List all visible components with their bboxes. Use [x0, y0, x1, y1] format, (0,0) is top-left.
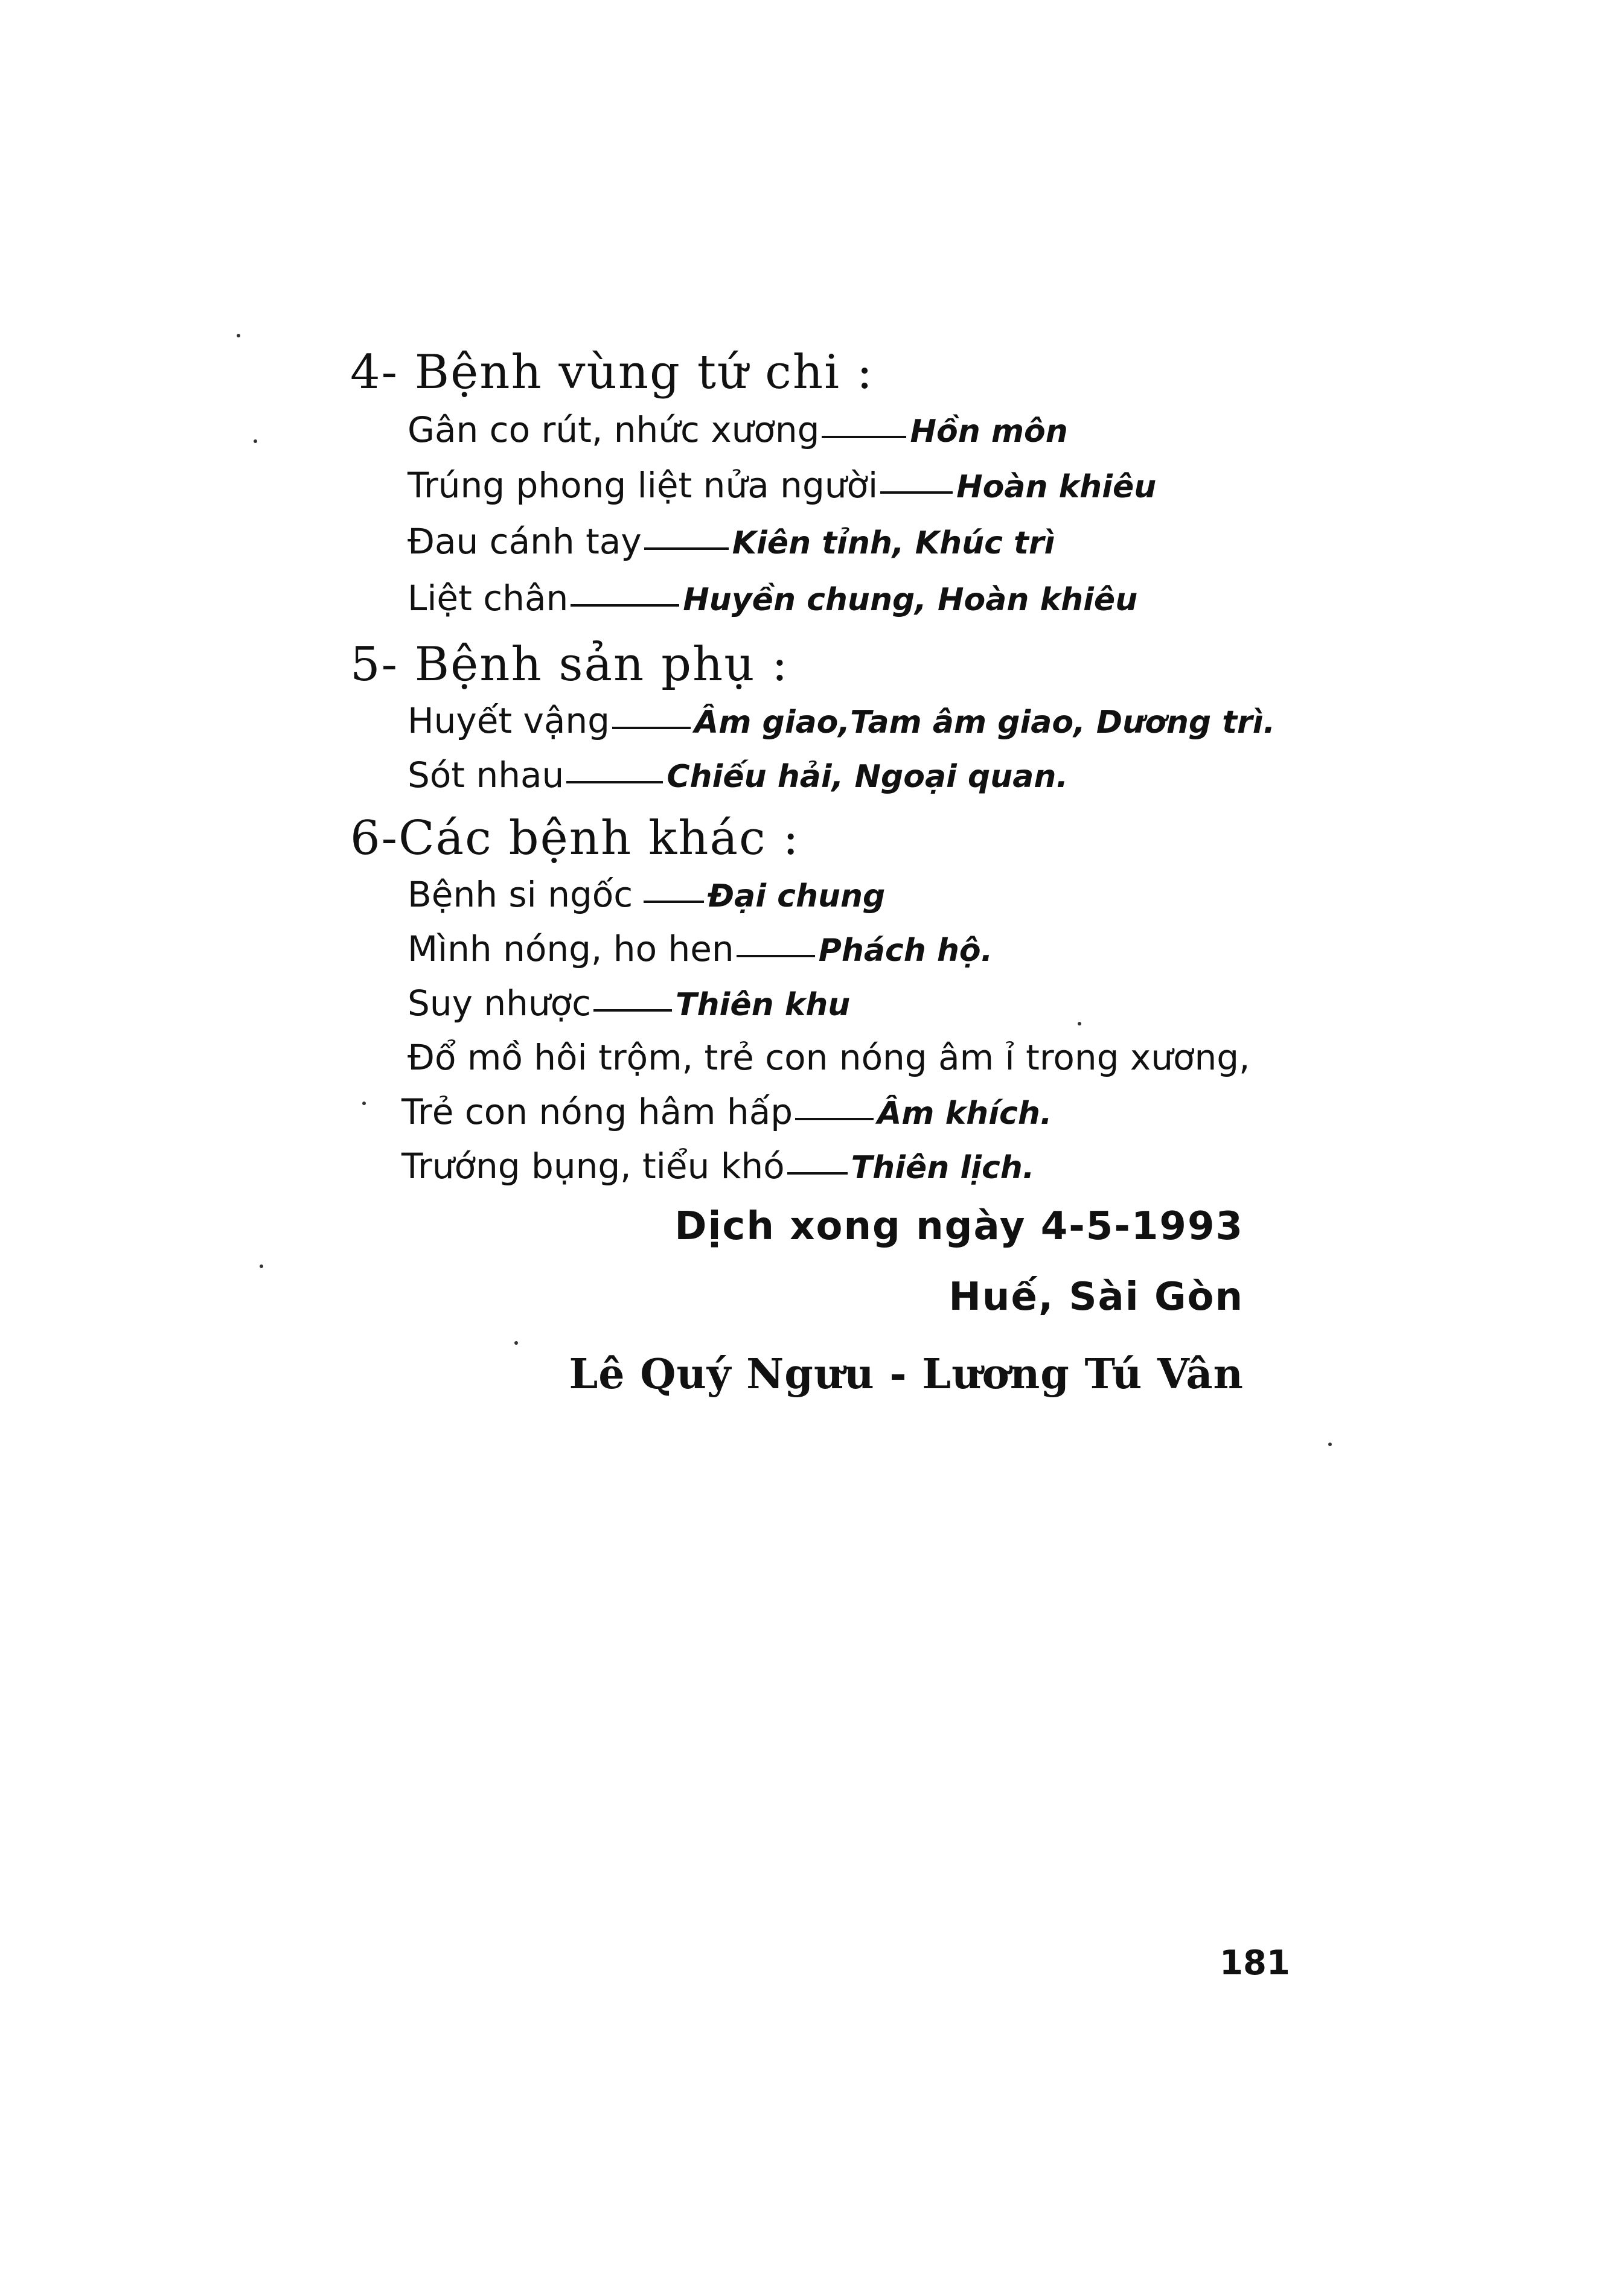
- entry-points: Phách hộ.: [818, 933, 993, 969]
- entry-points: Âm giao,Tam âm giao, Dương trì.: [694, 704, 1276, 741]
- section-heading-4: 4- Bệnh vùng tứ chi :: [350, 345, 874, 400]
- entry-condition: Đổ mồ hôi trộm, trẻ con nóng âm ỉ trong xương,: [408, 1037, 1250, 1078]
- dash-leader: [566, 781, 663, 783]
- dash-leader: [737, 955, 815, 957]
- translation-date: Dịch xong ngày 4-5-1993: [674, 1204, 1244, 1249]
- entry-points: Hoàn khiêu: [956, 469, 1157, 505]
- section-heading-6: 6-Các bệnh khác :: [350, 811, 800, 866]
- entry-points: Đại chung: [708, 878, 886, 914]
- dash-leader: [571, 604, 679, 607]
- entry-points: Thiên khu: [676, 987, 851, 1023]
- scan-speck: [260, 1264, 263, 1268]
- dash-leader: [612, 727, 691, 729]
- entry-condition: Trúng phong liệt nửa người: [408, 465, 878, 506]
- entry-line: [408, 754, 1069, 796]
- scan-speck: [237, 334, 240, 337]
- entry-condition: Sót nhau: [408, 754, 564, 796]
- entry-line: [408, 578, 1138, 619]
- entry-line: [408, 928, 993, 969]
- scan-speck: [514, 1341, 518, 1345]
- entry-points: Thiên lịch.: [851, 1150, 1035, 1186]
- dash-leader: [644, 901, 704, 903]
- entry-condition: Huyết vậng: [408, 700, 610, 741]
- entry-condition: Bệnh si ngốc: [408, 874, 633, 915]
- entry-points: Chiếu hải, Ngoại quan.: [667, 759, 1069, 795]
- section-heading-5: 5- Bệnh sản phụ :: [350, 637, 789, 692]
- translators: Lê Quý Ngưu - Lương Tú Vân: [569, 1350, 1244, 1398]
- entry-condition: Gân co rút, nhức xương: [408, 409, 820, 450]
- entry-line: [408, 874, 886, 915]
- translation-place: Huế, Sài Gòn: [948, 1275, 1244, 1319]
- dash-leader: [880, 491, 953, 494]
- entry-points: Âm khích.: [877, 1095, 1052, 1132]
- dash-leader: [787, 1172, 848, 1175]
- dash-leader: [822, 436, 906, 438]
- entry-line: [408, 1037, 1250, 1078]
- entry-condition: Trẻ con nóng hâm hấp: [401, 1091, 793, 1132]
- entry-line: [408, 409, 1068, 450]
- scan-speck: [362, 1102, 366, 1105]
- entry-line: [401, 1146, 1035, 1187]
- entry-line: [408, 983, 851, 1024]
- entry-condition: Trướng bụng, tiểu khó: [401, 1146, 785, 1187]
- entry-line: [408, 700, 1276, 741]
- dash-leader: [795, 1118, 874, 1120]
- entry-condition: Mình nóng, ho hen: [408, 928, 734, 969]
- entry-points: Huyền chung, Hoàn khiêu: [683, 582, 1138, 618]
- scan-speck: [254, 439, 257, 443]
- dash-leader: [593, 1009, 672, 1012]
- scan-speck: [1078, 1022, 1081, 1025]
- entry-points: Hồn môn: [910, 413, 1068, 450]
- entry-line: [408, 521, 1055, 562]
- entry-condition: Suy nhược: [408, 983, 591, 1024]
- entry-line: [408, 465, 1157, 506]
- entry-points: Kiên tỉnh, Khúc trì: [732, 525, 1055, 561]
- entry-condition: Đau cánh tay: [408, 521, 642, 562]
- page-number: 181: [1220, 1944, 1290, 1983]
- entry-line: [401, 1091, 1052, 1132]
- scan-speck: [1328, 1443, 1332, 1446]
- dash-leader: [644, 547, 729, 550]
- entry-condition: Liệt chân: [408, 578, 569, 619]
